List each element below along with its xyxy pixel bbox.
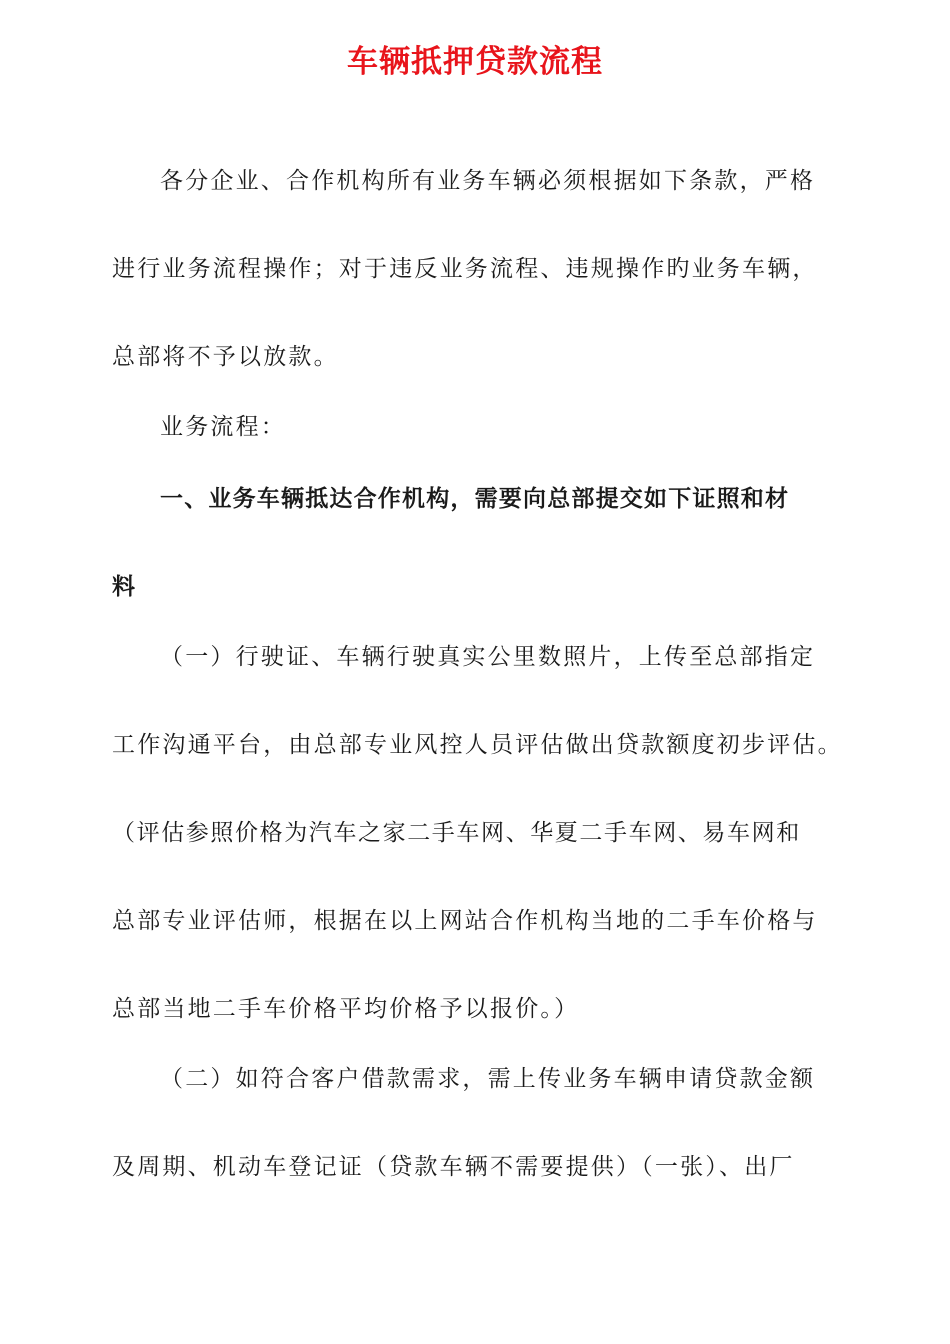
- paragraph-line: 各分企业、合作机构所有业务车辆必须根据如下条款，严格: [160, 168, 816, 194]
- section-heading-continued: 料: [112, 574, 137, 600]
- paragraph-line: 总部当地二手车价格平均价格予以报价。）: [112, 996, 580, 1022]
- paragraph-line: 总部将不予以放款。: [112, 344, 339, 370]
- paragraph-line: （一）行驶证、车辆行驶真实公里数照片，上传至总部指定: [160, 644, 816, 670]
- paragraph-line: 总部专业评估师，根据在以上网站合作机构当地的二手车价格与: [112, 908, 818, 934]
- section-label: 业务流程：: [160, 414, 286, 440]
- section-heading: 一、业务车辆抵达合作机构，需要向总部提交如下证照和材: [160, 486, 790, 512]
- document-title: 车辆抵押贷款流程: [347, 44, 603, 80]
- paragraph-line: 及周期、机动车登记证（贷款车辆不需要提供）（一张）、出厂: [112, 1154, 795, 1180]
- paragraph-line: 进行业务流程操作；对于违反业务流程、违规操作旳业务车辆，: [112, 256, 818, 282]
- paragraph-line: （二）如符合客户借款需求，需上传业务车辆申请贷款金额: [160, 1066, 816, 1092]
- paragraph-line: （评估参照价格为汽车之家二手车网、华夏二手车网、易车网和: [112, 820, 801, 846]
- paragraph-line: 工作沟通平台，由总部专业风控人员评估做出贷款额度初步评估。: [112, 732, 843, 758]
